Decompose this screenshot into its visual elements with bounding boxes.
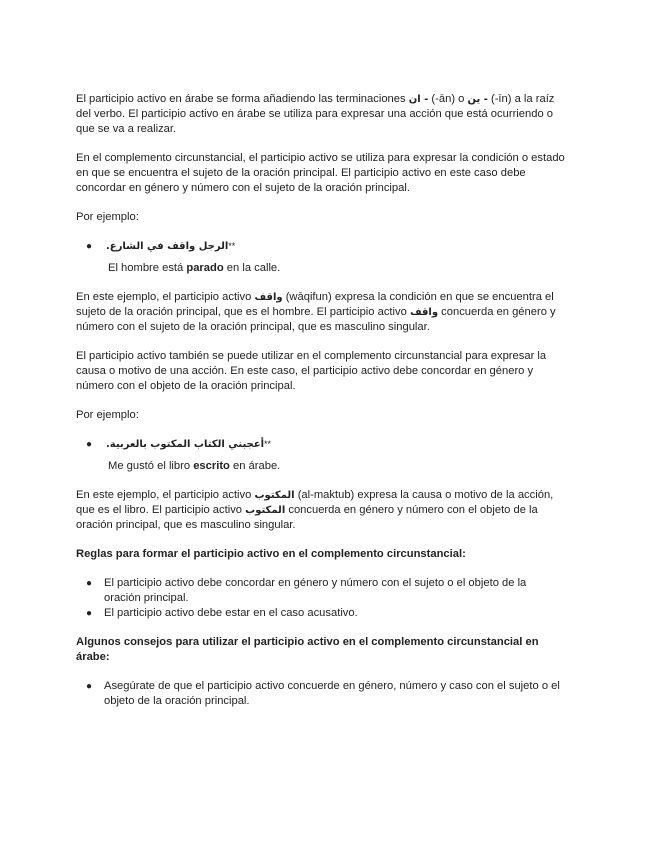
tips-list <box>76 679 566 709</box>
bullet-icon: ● <box>86 681 93 692</box>
intro-text-2: (-ān) o <box>428 93 468 105</box>
rules-list <box>76 576 566 621</box>
example-translation <box>76 459 566 474</box>
example-label: Por ejemplo: <box>76 409 139 421</box>
example-label: Por ejemplo: <box>76 211 139 223</box>
arabic-ending-in: - ين <box>467 94 488 105</box>
translation-bold-word: escrito <box>193 460 230 472</box>
example-list-1 <box>76 239 566 254</box>
translation-bold-word: parado <box>186 262 224 274</box>
translation-text-end: en la calle. <box>223 262 281 274</box>
circumstantial-paragraph: En el complemento circunstancial, el participio activo se utiliza para expresar la condición o estado en que se encuentra el sujeto de la oración principal. El participio activo en este caso debe concordar en género y número con el sujeto de la oración principal. <box>76 152 565 194</box>
tips-heading: Algunos consejos para utilizar el participio activo en el complemento circunstancial en árabe: <box>76 636 539 663</box>
arabic-example-sentence: الرجل واقف في الشارع. <box>106 241 229 252</box>
arabic-word: المكتوب <box>254 490 295 501</box>
rules-heading: Reglas para formar el participio activo en el complemento circunstancial: <box>76 548 466 560</box>
translation-text-end: en árabe. <box>229 460 281 472</box>
intro-text-3: (-īn) a la raíz del verbo. El participio activo en árabe se utiliza para expresar una acción que está ocurriendo o que se va a realizar. <box>76 93 555 135</box>
explanation-text-3: concuerda en género y número con el objeto de la oración principal, que es masculino singular. <box>76 504 538 531</box>
translation-text: El hombre está <box>108 262 187 274</box>
list-item-text: El participio activo debe estar en el caso acusativo. <box>104 607 358 619</box>
bullet-icon: ● <box>86 241 93 252</box>
example-translation <box>76 261 566 276</box>
bullet-icon: ● <box>86 578 93 589</box>
list-item-text: Asegúrate de que el participio activo concuerde en género, número y caso con el sujeto o el objeto de la oración principal. <box>104 680 560 707</box>
example-marker: ** <box>228 241 236 251</box>
bullet-icon: ● <box>86 608 93 619</box>
explanation-paragraph-1 <box>76 290 566 335</box>
list-item <box>76 606 566 621</box>
cause-paragraph: El participio activo también se puede utilizar en el complemento circunstancial para expresar la causa o motivo de una acción. En este caso, el participio activo debe concordar en género y número con el objeto de la oración principal. <box>76 350 547 392</box>
example-list-2 <box>76 437 566 452</box>
explanation-text-3: concuerda en género y número con el sujeto de la oración principal, que es masculino singular. <box>76 306 556 333</box>
list-item <box>76 576 566 606</box>
intro-text: El participio activo en árabe se forma añadiendo las terminaciones <box>76 93 409 105</box>
explanation-text-2: (al-maktub) expresa la causa o motivo de la acción, que es el libro. El participio activo <box>76 489 554 516</box>
list-item <box>76 679 566 709</box>
document-page <box>76 92 566 723</box>
translation-text: Me gustó el libro <box>108 460 194 472</box>
arabic-example-sentence: أعجبني الكتاب المكتوب بالعربية. <box>106 439 265 450</box>
explanation-text: En este ejemplo, el participio activo <box>76 291 255 303</box>
example-marker: ** <box>264 439 272 449</box>
intro-paragraph <box>76 92 566 137</box>
example-item <box>76 239 566 254</box>
explanation-text-2: (wāqifun) expresa la condición en que se encuentra el sujeto de la oración principal, que es el hombre. El participio activo <box>76 291 554 318</box>
explanation-paragraph-2 <box>76 488 566 533</box>
arabic-ending-an: - ان <box>408 94 429 105</box>
list-item-text: El participio activo debe concordar en género y número con el sujeto o el objeto de la oración principal. <box>104 577 527 604</box>
arabic-word: المكتوب <box>245 505 286 516</box>
example-item <box>76 437 566 452</box>
bullet-icon: ● <box>86 439 93 450</box>
arabic-word: واقف <box>409 307 439 318</box>
arabic-word: واقف <box>254 292 283 303</box>
explanation-text: En este ejemplo, el participio activo <box>76 489 255 501</box>
